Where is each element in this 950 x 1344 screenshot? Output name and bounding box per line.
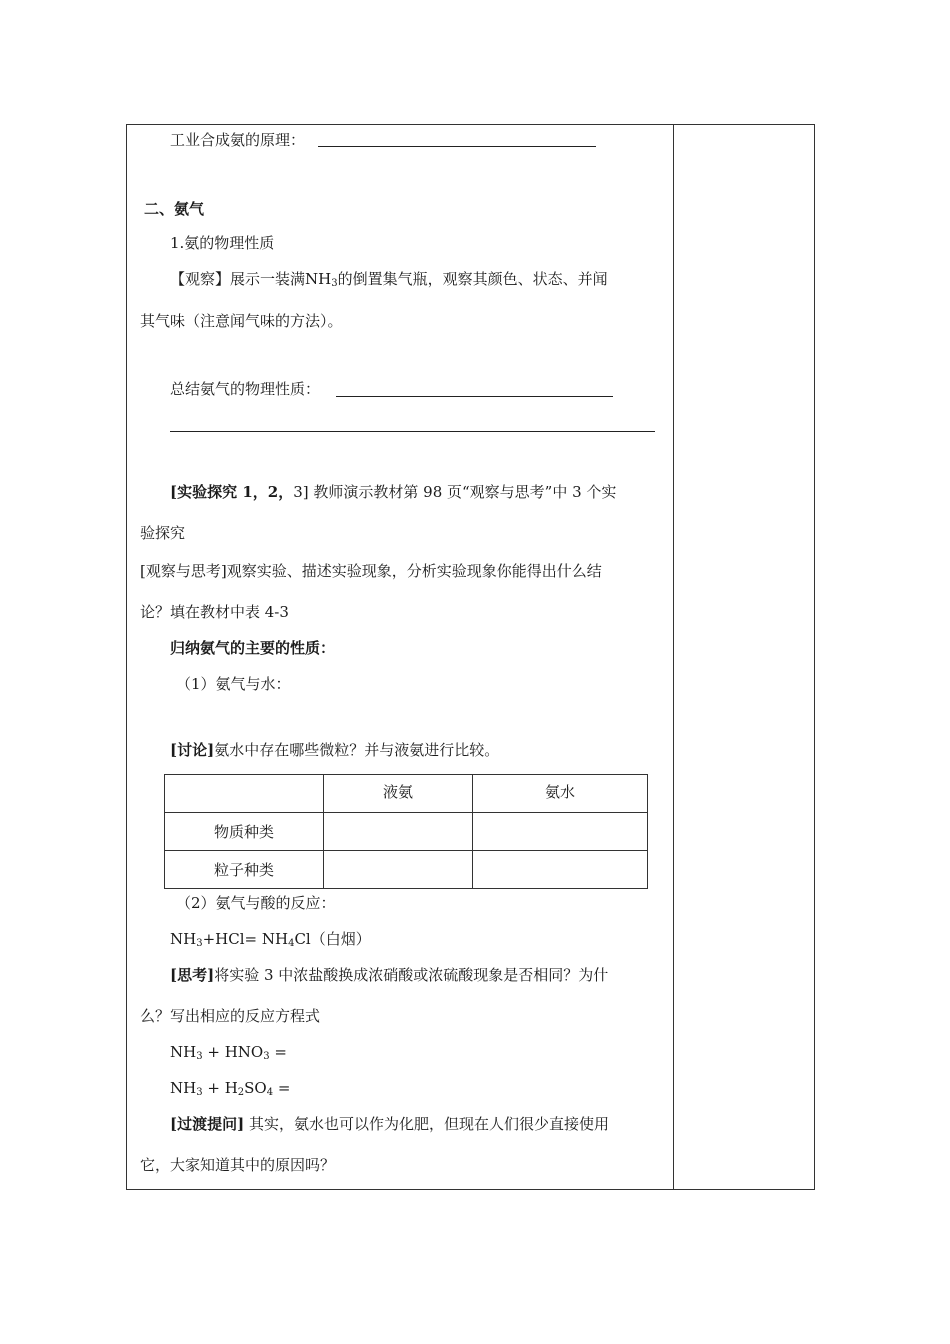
summary-blank-2[interactable] — [170, 431, 655, 432]
table-row — [165, 813, 648, 851]
principle-blank[interactable] — [318, 146, 596, 147]
comparison-table — [164, 774, 648, 889]
transition-text: 其实，氨水也可以作为化肥，但现在人们很少直接使用 — [244, 1115, 609, 1133]
observe-line-2: 其气味（注意闻气味的方法）。 — [140, 312, 343, 330]
acid-item-2: （2）氨气与酸的反应： — [176, 894, 336, 912]
column-divider — [673, 124, 674, 1190]
transition-line-1 — [170, 1115, 609, 1133]
equation-h2so4: $NH_3 + H_2SO_4$ = — [170, 1079, 291, 1098]
think-line-1: [观察与思考]观察实验、描述实验现象，分析实验现象你能得出什么结 — [140, 562, 602, 580]
table-cell[interactable] — [324, 813, 473, 851]
section-heading: 二、氨气 — [144, 200, 205, 218]
observe-text-b: 的倒置集气瓶，观察其颜色、状态、并闻 — [337, 270, 608, 288]
experiment-line-2: 验探究 — [140, 524, 186, 542]
think-question — [170, 966, 608, 984]
table-row-label: 物质种类 — [165, 813, 324, 851]
experiment-tag-2: 3] — [293, 483, 309, 501]
equation-hcl: $NH_3+HCl= NH_4Cl$（白烟） — [170, 930, 371, 949]
think-text: 将实验 3 中浓盐酸换成浓硝酸或浓硫酸现象是否相同？为什 — [214, 966, 609, 984]
think-question-line-2: 么？写出相应的反应方程式 — [140, 1007, 321, 1025]
table-cell[interactable] — [473, 813, 648, 851]
equation-hno3: $NH_3 + HNO_3$ = — [170, 1043, 287, 1062]
experiment-tag: [实验探究 1，2， — [170, 483, 294, 501]
subsection-physical: 1.氨的物理性质 — [170, 234, 275, 252]
table-cell[interactable] — [473, 851, 648, 889]
table-cell[interactable] — [324, 851, 473, 889]
table-header-cell: 液氨 — [324, 775, 473, 813]
transition-tag: [过渡提问] — [170, 1115, 245, 1133]
summary-blank-1[interactable] — [336, 396, 613, 397]
observe-tag: 【观察】 — [170, 270, 231, 288]
think-line-2: 论？填在教材中表 4-3 — [140, 603, 289, 621]
experiment-line-1 — [170, 483, 616, 501]
nh3-formula: $NH_3$ — [305, 270, 338, 289]
table-row-label: 粒子种类 — [165, 851, 324, 889]
transition-line-2: 它，大家知道其中的原因吗？ — [140, 1156, 336, 1174]
properties-heading: 归纳氨气的主要的性质： — [170, 639, 336, 657]
table-row — [165, 851, 648, 889]
think-tag: [思考] — [170, 966, 215, 984]
summary-label: 总结氨气的物理性质： — [170, 380, 321, 398]
principle-label: 工业合成氨的原理： — [170, 131, 306, 149]
observe-line-1 — [170, 270, 608, 288]
discuss-line — [170, 741, 499, 759]
discuss-tag: [讨论] — [170, 741, 215, 759]
discuss-text: 氨水中存在哪些微粒？并与液氨进行比较。 — [214, 741, 500, 759]
observe-text-a: 展示一装满 — [230, 270, 306, 288]
table-header-cell — [165, 775, 324, 813]
experiment-text: 教师演示教材第 98 页“观察与思考”中 3 个实 — [308, 483, 617, 501]
properties-item-1: （1）氨气与水： — [176, 675, 291, 693]
table-header-row — [165, 775, 648, 813]
table-header-cell: 氨水 — [473, 775, 648, 813]
